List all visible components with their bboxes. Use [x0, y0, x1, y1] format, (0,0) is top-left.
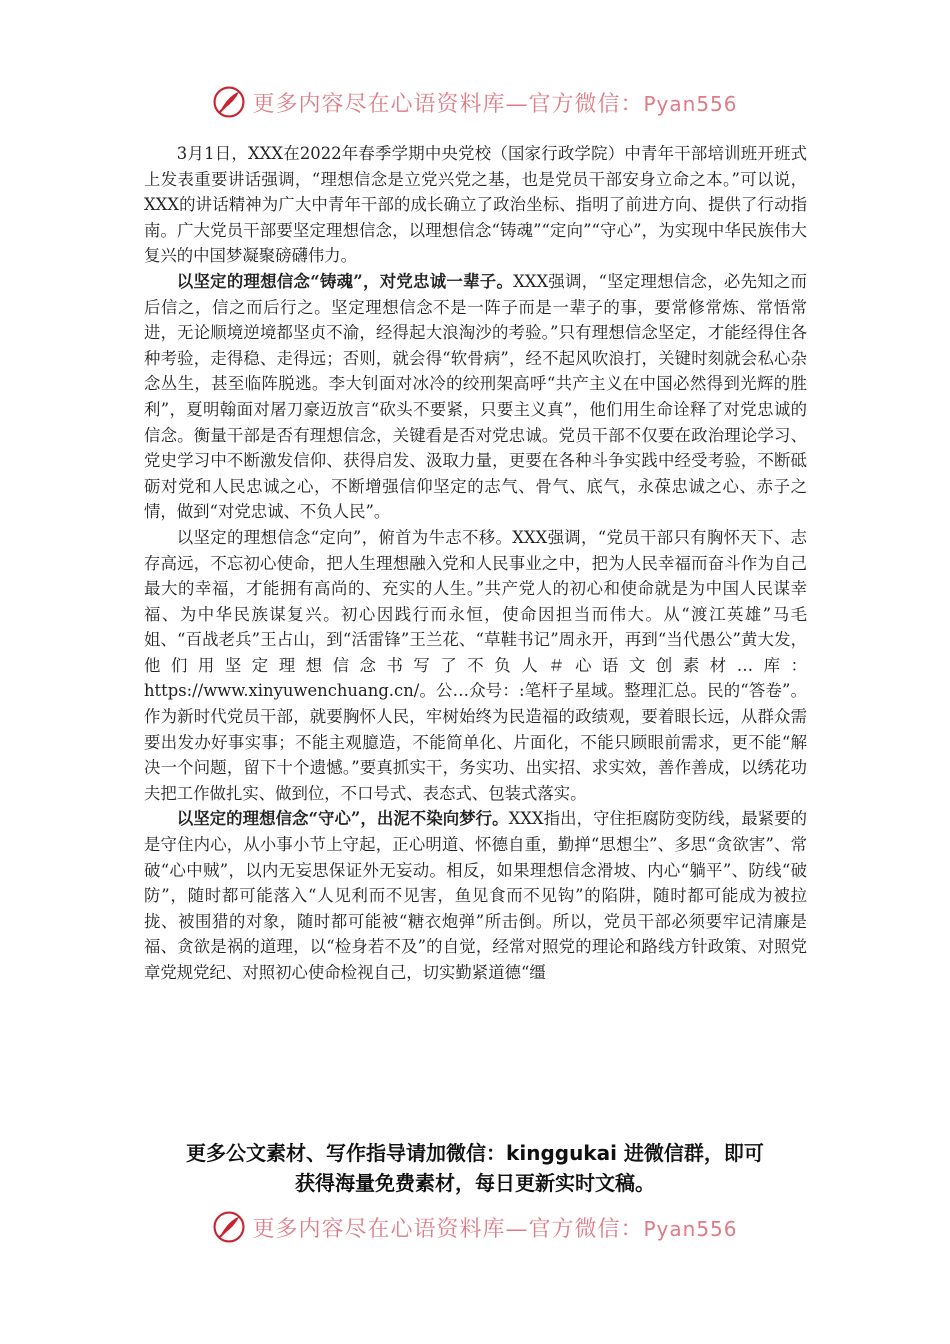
- paragraph: 以坚定的理想信念“定向”，俯首为牛志不移。XXX强调，“党员干部只有胸怀天下、志存高远，不忘初心使命，把人生理想融入党和人民事业之中，把为人民幸福而奋斗作为自己最大的幸福，才能拥有高尚的、充实的人生。”共产党人的初心和使命就是为中国人民谋幸福、为中华民族谋复兴。初心因践行而永恒，使命因担当而伟大。从“渡江英雄”马毛姐、“百战老兵”王占山，到“活雷锋”王兰花、“草鞋书记”周永开，再到“当代愚公”黄大发，他们用坚定理想信念书写了不负人＃心语文创素材…库：https://www.xinyuwenchuang.cn/。公…众号：:笔杆子星域。整理汇总。民的“答卷”。作为新时代党员干部，就要胸怀人民，牢树始终为民造福的政绩观，要着眼长远，从群众需要出发办好事实事；不能主观臆造，不能简单化、片面化，不能只顾眼前需求，更不能“解决一个问题，留下十个遗憾。”要真抓实干，务实功、出实招、求实效，善作善成，以绣花功夫把工作做扎实、做到位，不口号式、表态式、包装式落实。: [144, 527, 807, 803]
- paragraph: 以坚定的理想信念“铸魂”，对党忠诚一辈子。XXX强调，“坚定理想信念，必先知之而后信之，信之而后行之。坚定理想信念不是一阵子而是一辈子的事，要常修常炼、常悟常进，无论顺境逆境都坚贞不渝，经得起大浪淘沙的考验。”只有理想信念坚定，才能经得住各种考验，走得稳、走得远；否则，就会得“软骨病”，经不起风吹浪打，关键时刻就会私心杂念丛生，甚至临阵脱逃。李大钊面对冰冷的绞刑架高呼“共产主义在中国必然得到光辉的胜利”，夏明翰面对屠刀豪迈放言“砍头不要紧，只要主义真”，他们用生命诠释了对党忠诚的信念。衡量干部是否有理想信念，关键看是否对党忠诚。党员干部不仅要在政治理论学习、党史学习中不断激发信仰、获得启发、汲取力量，更要在各种斗争实践中经受考验，不断砥砺对党和人民忠诚之心，不断增强信仰坚定的志气、骨气、底气，永葆忠诚之心、赤子之情，做到“对党忠诚、不负人民”。: [144, 271, 807, 522]
- banner-cn: 更多内容尽在心语资料库—官方微信：: [252, 1216, 644, 1242]
- paragraph-heading: 以坚定的理想信念“守心”，出泥不染向梦行。: [176, 809, 509, 829]
- banner-wechat-id: Pyan556: [643, 91, 738, 116]
- header-banner: [0, 80, 950, 124]
- footer-line-1: 更多公文素材、写作指导请加微信：kinggukai 进微信群，即可: [186, 1141, 764, 1165]
- paragraph: 以坚定的理想信念“守心”，出泥不染向梦行。XXX指出，守住拒腐防变防线，最紧要的是守住内心，从小事小节上守起，正心明道、怀德自重，勤掸“思想尘”、多思“贪欲害”、常破“心中贼”，以内无妄思保证外无妄动。相反，如果理想信念滑坡、内心“躺平”、防线“破防”，随时都可能落入“人见利而不见害，鱼见食而不见钩”的陷阱，随时都可能成为被拉拢、被围猎的对象，随时都可能被“糖衣炮弹”所击倒。所以，党员干部必须要牢记清廉是福、贪欲是祸的道理，以“检身若不及”的自觉，经常对照党的理论和路线方针政策、对照党章党规党纪、对照初心使命检视自己，切实勤紧道德“缰: [144, 809, 807, 982]
- footer-banner: [0, 1205, 950, 1249]
- banner-text: [252, 1212, 737, 1243]
- feather-pen-logo-icon: [212, 85, 246, 119]
- feather-pen-logo-icon: [212, 1210, 246, 1244]
- footer-line-2: 获得海量免费素材，每日更新实时文稿。: [295, 1171, 655, 1195]
- footer-promo-note: [100, 1138, 850, 1198]
- banner-text: [252, 87, 737, 118]
- paragraph: 3月1日，XXX在2022年春季学期中央党校（国家行政学院）中青年干部培训班开班式上发表重要讲话强调，“理想信念是立党兴党之基，也是党员干部安身立命之本。”可以说，XXX的讲话精神为广大中青年干部的成长确立了政治坐标、指明了前进方向、提供了行动指南。广大党员干部要坚定理想信念，以理想信念“铸魂”“定向”“守心”，为实现中华民族伟大复兴的中国梦凝聚磅礴伟力。: [144, 144, 807, 266]
- article-body: [144, 141, 807, 986]
- banner-cn: 更多内容尽在心语资料库—官方微信：: [252, 91, 644, 117]
- paragraph-heading: 以坚定的理想信念“铸魂”，对党忠诚一辈子。: [176, 271, 514, 291]
- banner-wechat-id: Pyan556: [643, 1216, 738, 1241]
